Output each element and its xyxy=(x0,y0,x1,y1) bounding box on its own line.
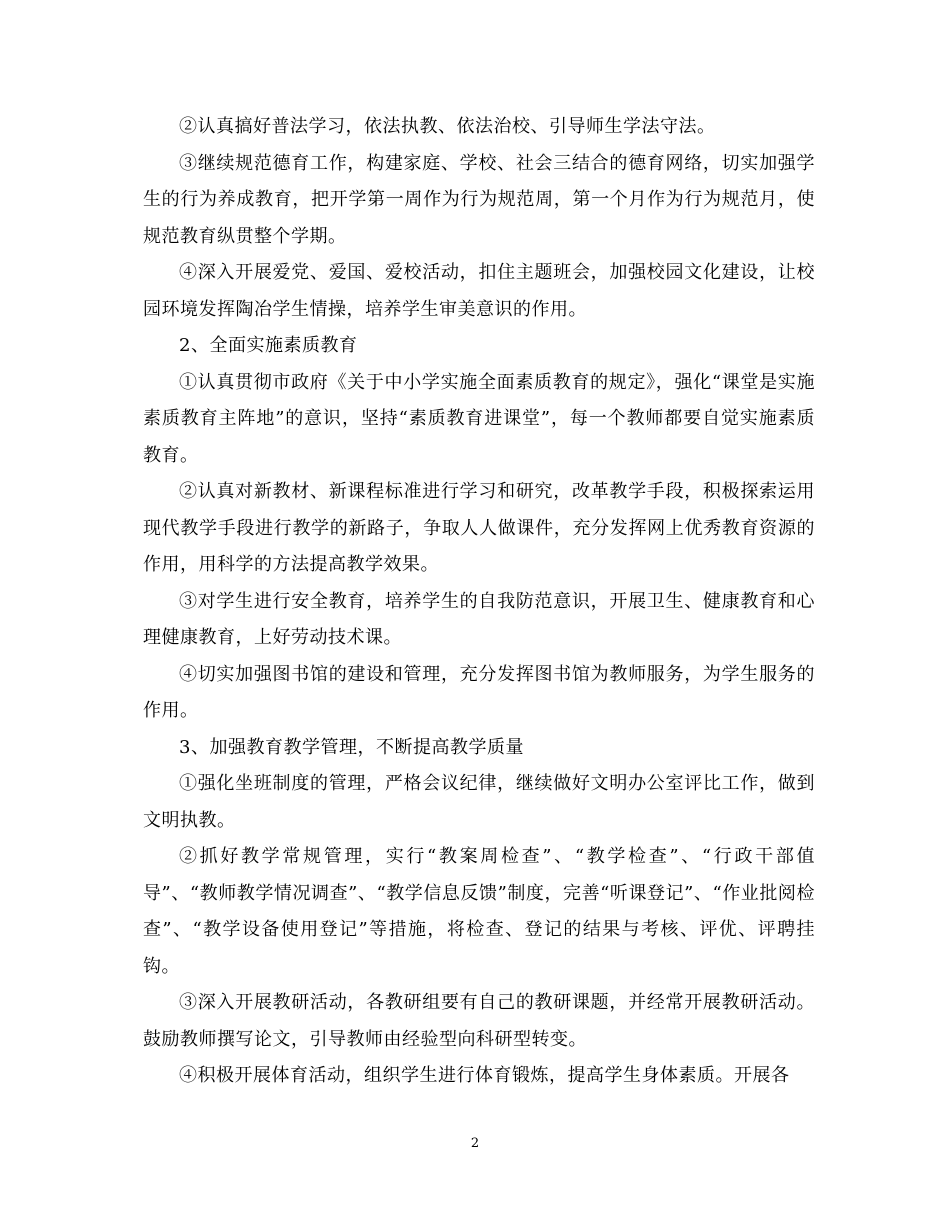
paragraph-government-regulation: ①认真贯彻市政府《关于中小学实施全面素质教育的规定》，强化“课堂是实施素质教育主阵地”的意识，坚持“素质教育进课堂”，每一个教师都要自觉实施素质教育。 xyxy=(143,371,815,466)
section-heading-quality-education: 2、全面实施素质教育 xyxy=(179,335,358,356)
paragraph-moral-education: ③继续规范德育工作，构建家庭、学校、社会三结合的德育网络，切实加强学生的行为养成教育，把开学第一周作为行为规范周，第一个月作为行为规范月，使规范教育纵贯整个学期。 xyxy=(143,152,815,247)
paragraph-new-curriculum: ②认真对新教材、新课程标准进行学习和研究，改革教学手段，积极探索运用现代教学手段进行教学的新路子，争取人人做课件，充分发挥网上优秀教育资源的作用，用科学的方法提高教学效果。 xyxy=(143,481,815,575)
paragraph-safety-education: ③对学生进行安全教育，培养学生的自我防范意识，开展卫生、健康教育和心理健康教育，上好劳动技术课。 xyxy=(143,590,815,648)
paragraph-teaching-routine: ②抓好教学常规管理，实行“教案周检查”、“教学检查”、“行政干部值导”、“教师教学情况调查”、“教学信息反馈”制度，完善“听课登记”、“作业批阅检查”、“教学设备使用登记”等措施，将检查、登记的结果与考核、评优、评聘挂钩。 xyxy=(143,846,815,977)
page-number: 2 xyxy=(470,1136,480,1151)
paragraph-library: ④切实加强图书馆的建设和管理，充分发挥图书馆为教师服务，为学生服务的作用。 xyxy=(143,663,815,721)
section-heading-teaching-management: 3、加强教育教学管理，不断提高教学质量 xyxy=(179,736,524,758)
paragraph-teaching-research: ③深入开展教研活动，各教研组要有自己的教研课题，并经常开展教研活动。鼓励教师撰写论文，引导教师由经验型向科研型转变。 xyxy=(143,992,815,1050)
paragraph-law-study: ②认真搞好普法学习，依法执教、依法治校、引导师生学法守法。 xyxy=(179,116,716,137)
paragraph-patriotic-activities: ④深入开展爱党、爱国、爱校活动，扣住主题班会，加强校园文化建设，让校园环境发挥陶冶学生情操，培养学生审美意识的作用。 xyxy=(143,262,815,320)
document-body xyxy=(143,109,815,1095)
paragraph-office-system: ①强化坐班制度的管理，严格会议纪律，继续做好文明办公室评比工作，做到文明执教。 xyxy=(143,773,815,831)
paragraph-sports-activities: ④积极开展体育活动，组织学生进行体育锻炼，提高学生身体素质。开展各 xyxy=(179,1065,790,1086)
